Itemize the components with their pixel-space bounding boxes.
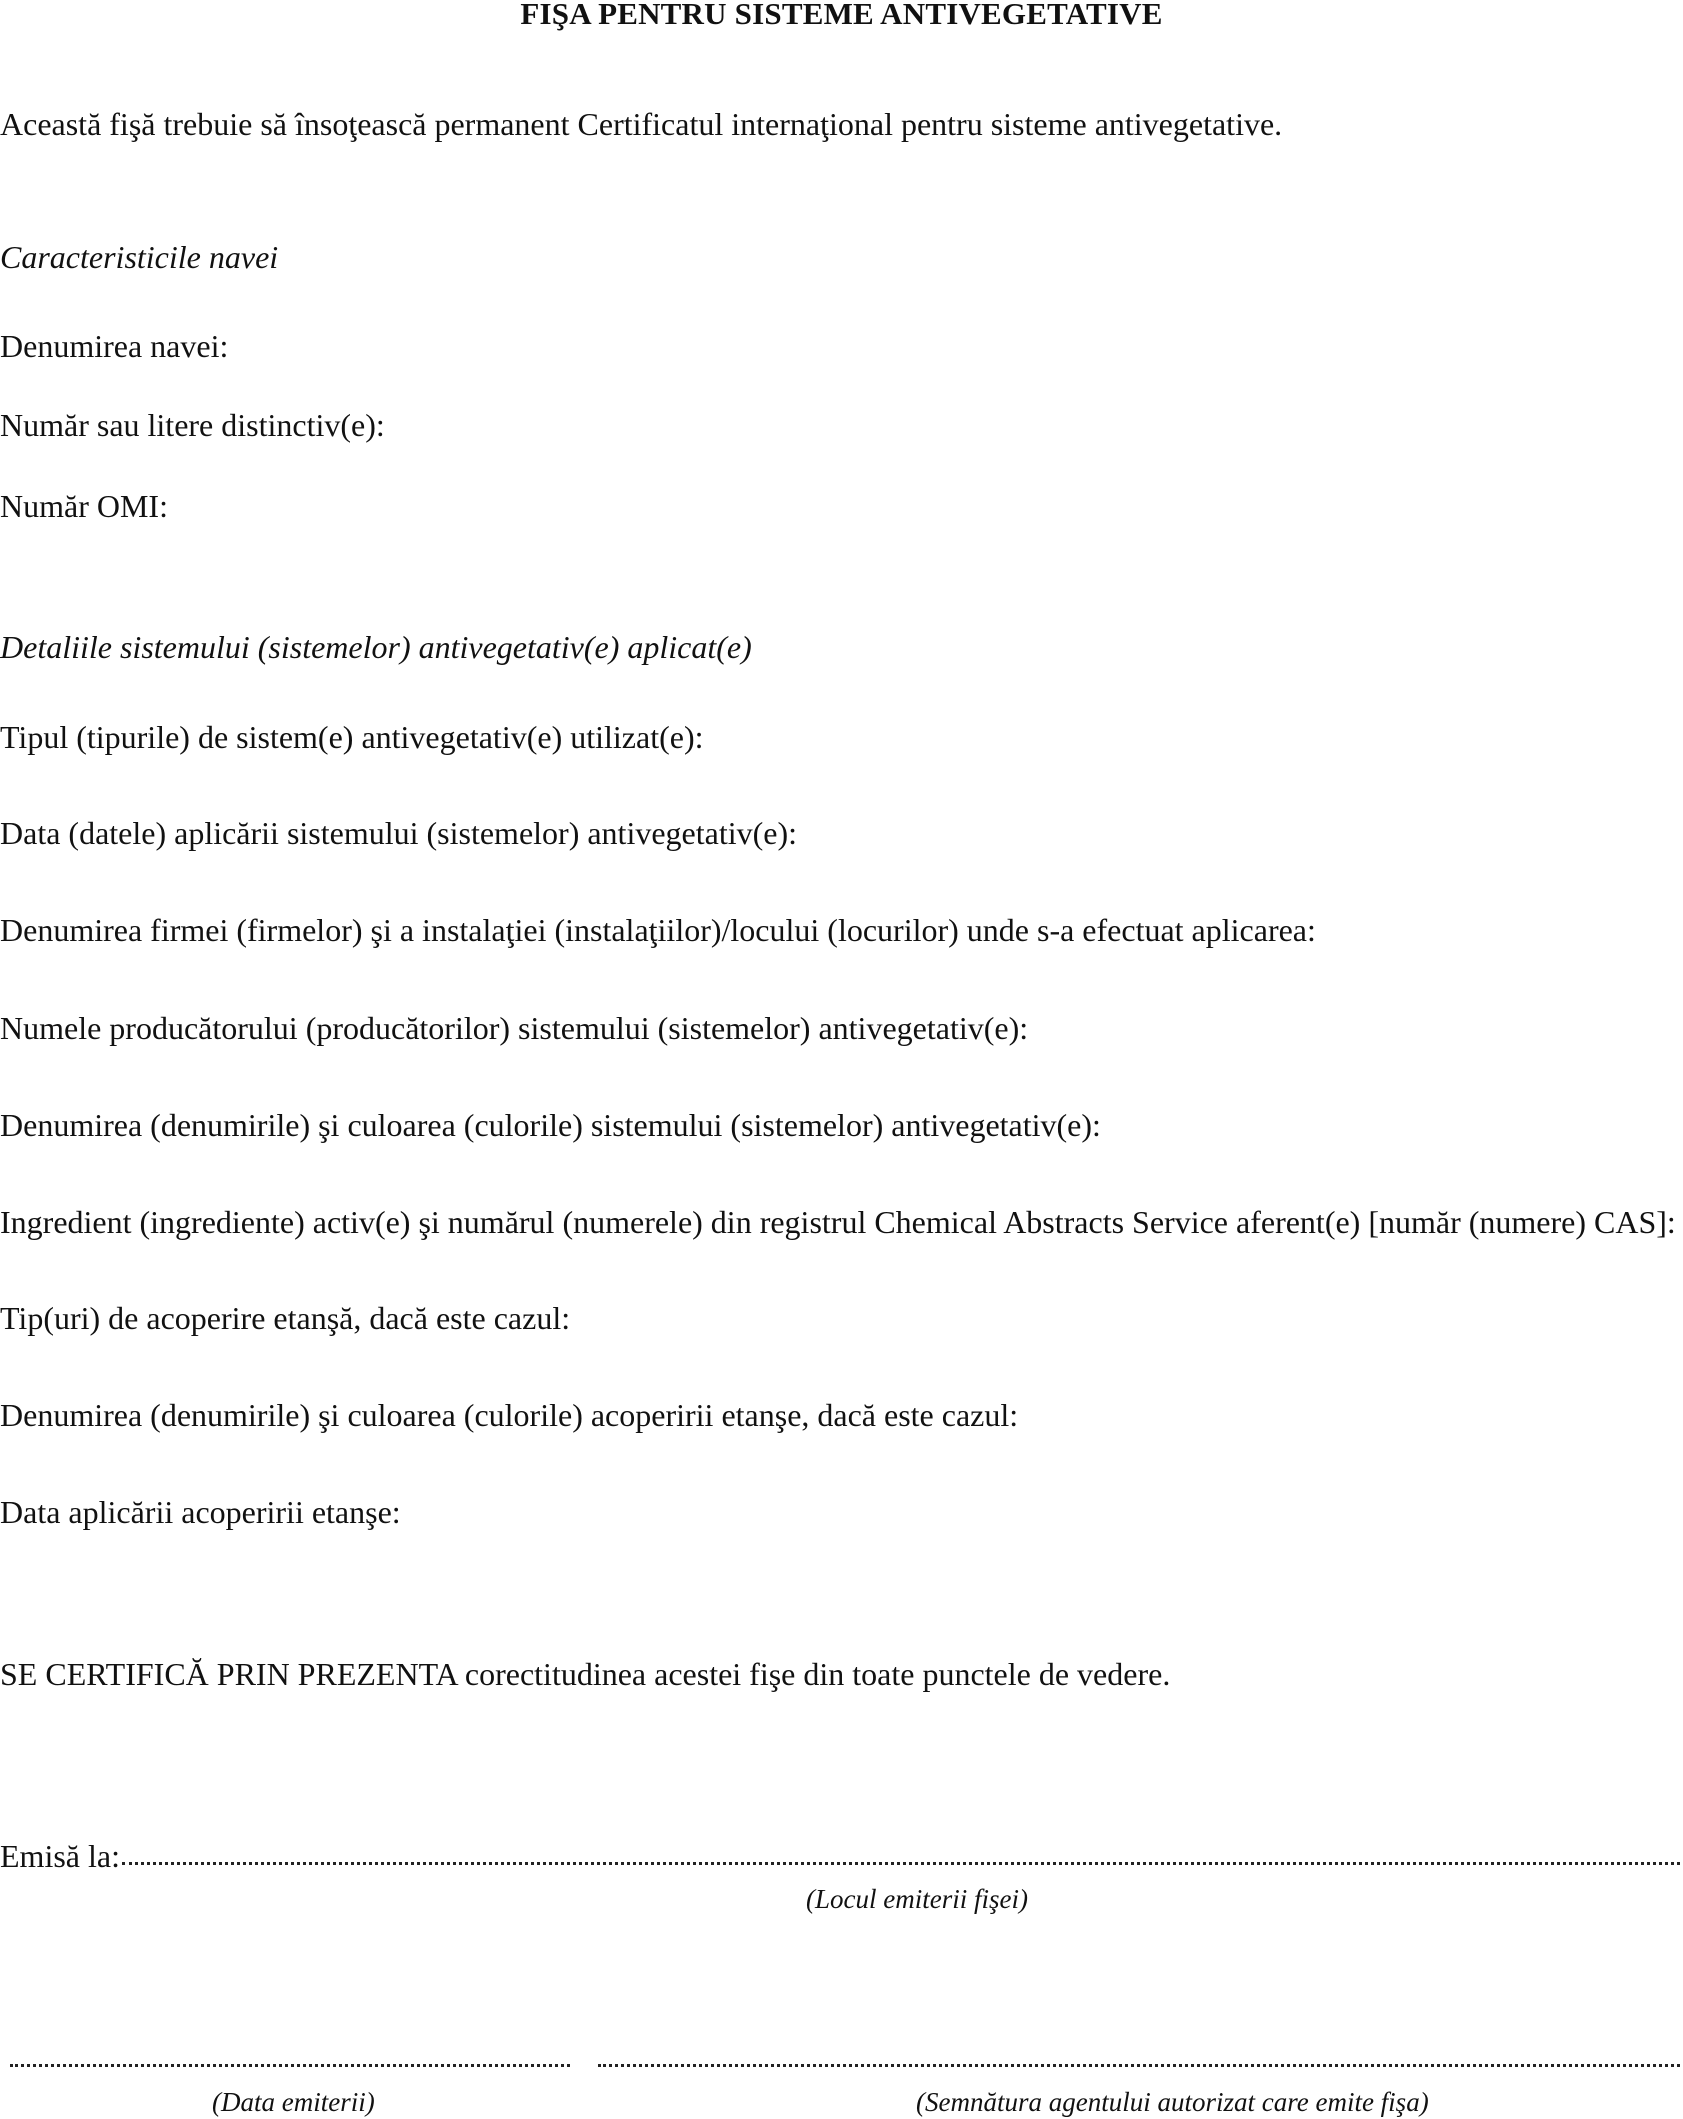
- issued-at-caption: (Locul emiterii fişei): [806, 1884, 1028, 1914]
- field-sealer-name-colour: Denumirea (denumirile) şi culoarea (culorile) acoperirii etanşe, dacă este cazul:: [0, 1397, 1019, 1433]
- signature-caption: (Semnătura agentului autorizat care emite fişa): [916, 2087, 1429, 2117]
- field-application-company: Denumirea firmei (firmelor) şi a instalaţiei (instalaţiilor)/locului (locurilor) unde s-a efectuat aplicarea:: [0, 912, 1316, 948]
- intro-text: Această fişă trebuie să însoţească permanent Certificatul internaţional pentru sisteme antivegetative.: [0, 106, 1283, 142]
- field-application-dates: Data (datele) aplicării sistemului (sistemelor) antivegetativ(e):: [0, 815, 798, 851]
- field-manufacturer: Numele producătorului (producătorilor) sistemului (sistemelor) antivegetativ(e):: [0, 1010, 1029, 1046]
- ship-section-heading: Caracteristicile navei: [0, 239, 279, 275]
- field-sealer-date: Data aplicării acoperirii etanşe:: [0, 1494, 401, 1530]
- signature-dotted-line: [598, 2064, 1680, 2067]
- certification-statement: SE CERTIFICĂ PRIN PREZENTA corectitudinea acestei fişe din toate punctele de vedere.: [0, 1656, 1171, 1692]
- system-section-heading: Detaliile sistemului (sistemelor) antivegetativ(e) aplicat(e): [0, 629, 752, 665]
- issued-at-label: Emisă la:: [0, 1838, 120, 1874]
- date-caption: (Data emiterii): [212, 2087, 375, 2117]
- field-ship-name: Denumirea navei:: [0, 328, 229, 364]
- field-name-colour: Denumirea (denumirile) şi culoarea (culorile) sistemului (sistemelor) antivegetativ(e):: [0, 1107, 1101, 1143]
- date-dotted-line: [10, 2064, 570, 2067]
- issued-at-dotted-line: [122, 1862, 1680, 1865]
- field-imo-number: Număr OMI:: [0, 488, 168, 524]
- field-active-ingredients: Ingredient (ingrediente) activ(e) şi numărul (numerele) din registrul Chemical Abstracts Service aferent(e) [număr (numere) CAS]:: [0, 1204, 1676, 1240]
- field-system-types: Tipul (tipurile) de sistem(e) antivegetativ(e) utilizat(e):: [0, 719, 704, 755]
- field-distinctive-number: Număr sau litere distinctiv(e):: [0, 407, 385, 443]
- form-title: FIŞA PENTRU SISTEME ANTIVEGETATIVE: [520, 0, 1163, 31]
- field-sealer-type: Tip(uri) de acoperire etanşă, dacă este cazul:: [0, 1300, 571, 1336]
